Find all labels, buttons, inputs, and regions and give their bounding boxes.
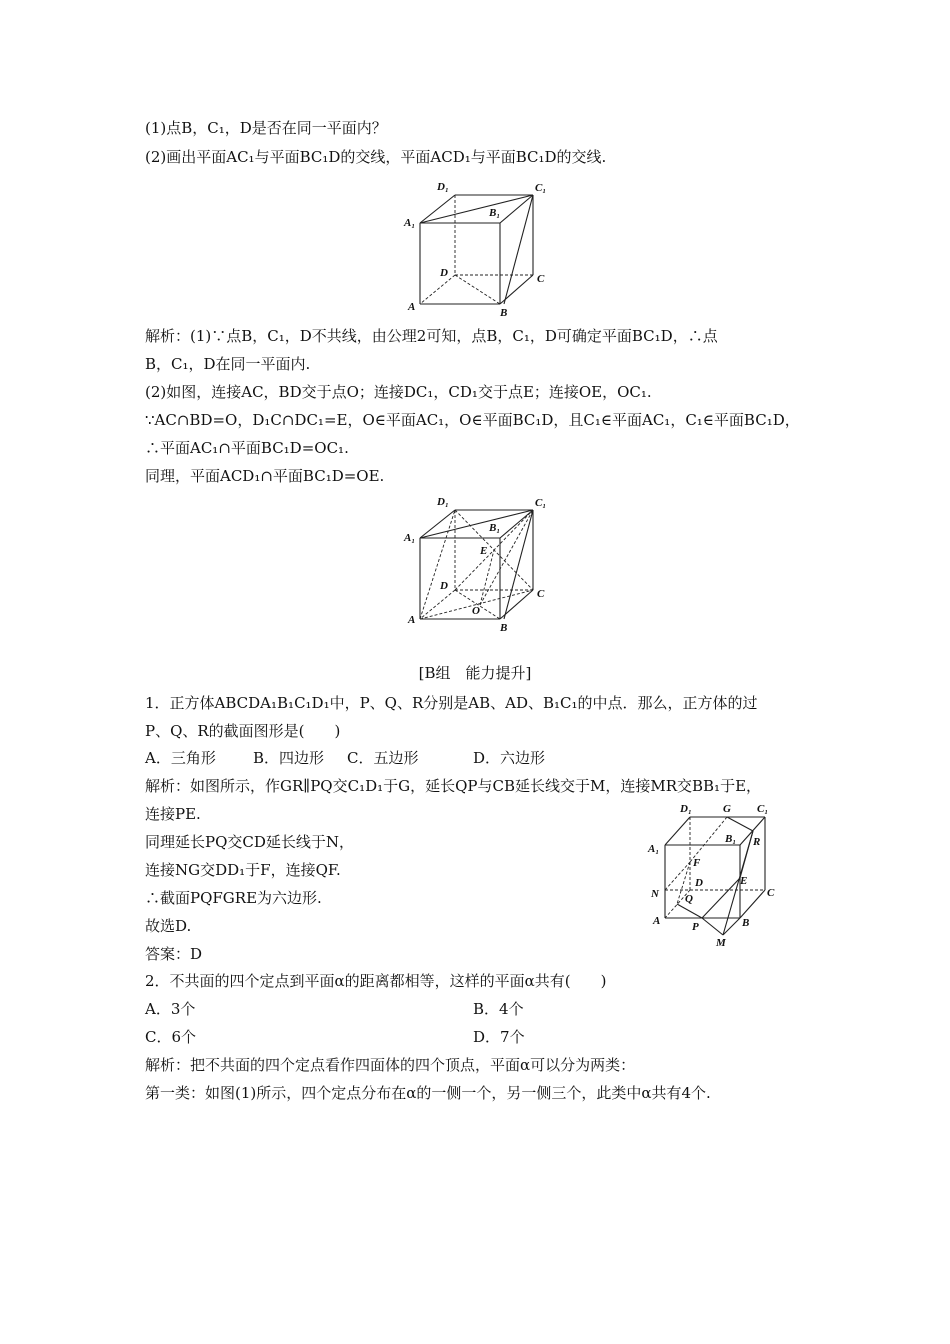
label-D1: D₁ — [437, 181, 449, 193]
label-D: D — [695, 877, 703, 889]
solution-line-1: 解析：(1)∵点B，C₁，D不共线，由公理2可知，点B，C₁，D可确定平面BC₁D，∴点 — [145, 327, 718, 345]
label-F: F — [693, 857, 701, 869]
label-B1: B₁ — [489, 207, 501, 219]
q2-solution-line-2: 第一类：如图(1)所示，四个定点分布在α的一侧一个，另一侧三个，此类中α共有4个. — [145, 1084, 711, 1102]
q1-option-c: C．五边形 — [347, 749, 419, 767]
label-P: P — [692, 921, 699, 933]
label-C1: C₁ — [535, 182, 547, 194]
label-E: E — [480, 545, 488, 557]
cube-figure-1 — [400, 178, 560, 318]
label-D1: D₁ — [680, 803, 692, 815]
cube-figure-3 — [645, 800, 795, 950]
q1-stem-line-1: 1．正方体ABCDA₁B₁C₁D₁中，P、Q、R分别是AB、AD、B₁C₁的中点．那么，正方体的过 — [145, 694, 758, 712]
label-A: A — [408, 301, 416, 313]
label-D: D — [440, 580, 448, 592]
label-B: B — [742, 917, 750, 929]
label-B: B — [500, 622, 508, 634]
label-A1: A₁ — [404, 532, 416, 544]
label-N: N — [651, 888, 659, 900]
label-A1: A₁ — [648, 843, 660, 855]
label-B: B — [500, 307, 508, 319]
label-R: R — [753, 836, 761, 848]
q1-solution-line-2: 连接PE. — [145, 805, 201, 823]
question-part-1: (1)点B，C₁，D是否在同一平面内？ — [145, 119, 387, 137]
solution-line-2: B，C₁，D在同一平面内. — [145, 355, 311, 373]
q2-option-b: B．4个 — [473, 1000, 524, 1018]
q2-solution-line-1: 解析：把不共面的四个定点看作四面体的四个顶点，平面α可以分为两类： — [145, 1056, 636, 1074]
solution-line-6: 同理，平面ACD₁∩平面BC₁D=OE. — [145, 467, 385, 485]
q1-option-b: B．四边形 — [253, 749, 325, 767]
solution-line-4: ∵AC∩BD=O，D₁C∩DC₁=E，O∈平面AC₁，O∈平面BC₁D，且C₁∈平面AC₁，C₁∈平面BC₁D， — [145, 411, 800, 429]
label-B1: B₁ — [725, 833, 737, 845]
q1-solution-line-5: ∴截面PQFGRE为六边形. — [145, 889, 322, 907]
label-C1: C₁ — [535, 497, 547, 509]
q2-stem: 2．不共面的四个定点到平面α的距离都相等，这样的平面α共有( ) — [145, 972, 607, 990]
cube-figure-2 — [400, 493, 560, 633]
q1-solution-line-1: 解析：如图所示，作GR∥PQ交C₁D₁于G，延长QP与CB延长线交于M，连接MR交BB₁于E， — [145, 777, 762, 795]
q2-option-d: D．7个 — [473, 1028, 525, 1046]
q1-option-a: A．三角形 — [145, 749, 216, 767]
label-M: M — [716, 937, 726, 949]
label-A1: A₁ — [404, 217, 416, 229]
q2-option-c: C．6个 — [145, 1028, 197, 1046]
section-heading: [B组 能力提升] — [418, 664, 532, 682]
label-O: O — [472, 605, 480, 617]
label-C: C — [537, 273, 545, 285]
solution-line-3: (2)如图，连接AC，BD交于点O；连接DC₁，CD₁交于点E；连接OE，OC₁. — [145, 383, 652, 401]
label-A: A — [653, 915, 661, 927]
q1-solution-line-4: 连接NG交DD₁于F，连接QF. — [145, 861, 341, 879]
label-D1: D₁ — [437, 496, 449, 508]
q1-stem-line-2: P、Q、R的截面图形是( ) — [145, 722, 341, 740]
label-A: A — [408, 614, 416, 626]
label-C: C — [767, 887, 775, 899]
label-C1: C₁ — [757, 803, 769, 815]
label-B1: B₁ — [489, 522, 501, 534]
label-E: E — [740, 875, 748, 887]
q1-option-d: D．六边形 — [473, 749, 546, 767]
question-part-2: (2)画出平面AC₁与平面BC₁D的交线，平面ACD₁与平面BC₁D的交线. — [145, 148, 607, 166]
q1-solution-line-6: 故选D. — [145, 917, 192, 935]
solution-line-5: ∴平面AC₁∩平面BC₁D=OC₁. — [145, 439, 349, 457]
label-C: C — [537, 588, 545, 600]
q1-answer: 答案：D — [145, 945, 203, 963]
label-Q: Q — [685, 893, 693, 905]
q1-solution-line-3: 同理延长PQ交CD延长线于N， — [145, 833, 355, 851]
label-G: G — [723, 803, 731, 815]
label-D: D — [440, 267, 448, 279]
q2-option-a: A．3个 — [145, 1000, 196, 1018]
